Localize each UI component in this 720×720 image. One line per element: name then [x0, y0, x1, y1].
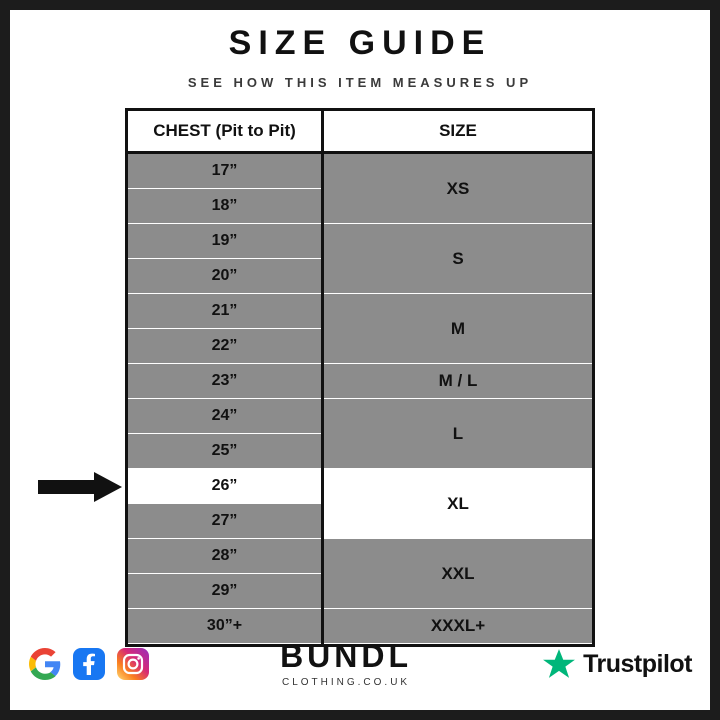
arrow-head — [94, 472, 122, 502]
brand-logo — [280, 640, 412, 688]
size-cell: M / L — [324, 364, 592, 399]
size-cell: S — [324, 224, 592, 294]
size-table — [125, 108, 595, 647]
chest-cell: 29” — [128, 574, 321, 609]
column-header-chest: CHEST (Pit to Pit) — [128, 111, 324, 151]
trustpilot-label: Trustpilot — [583, 649, 692, 678]
selected-size-arrow-icon — [38, 472, 122, 502]
brand-domain: CLOTHING.CO.UK — [281, 677, 411, 688]
size-cell: XXXL+ — [324, 609, 592, 644]
chest-cell: 23” — [128, 364, 321, 399]
chest-cell: 30”+ — [128, 609, 321, 644]
chest-cell: 22” — [128, 329, 321, 364]
chest-cell: 28” — [128, 539, 321, 574]
social-icons — [28, 647, 150, 681]
size-cell: XS — [324, 154, 592, 224]
brand-name: BUNDL — [280, 638, 413, 674]
size-cell: XXL — [324, 539, 592, 609]
size-cell: L — [324, 399, 592, 469]
google-icon[interactable] — [28, 647, 62, 681]
size-cell: M — [324, 294, 592, 364]
table-header-row — [128, 111, 592, 154]
arrow-shaft — [38, 480, 94, 494]
size-cell: XL — [324, 469, 592, 539]
chest-cell: 24” — [128, 399, 321, 434]
page-subtitle: SEE HOW THIS ITEM MEASURES UP — [187, 75, 533, 90]
trustpilot-star-icon — [542, 647, 576, 681]
column-header-size: SIZE — [439, 121, 477, 140]
chest-cell: 21” — [128, 294, 321, 329]
trustpilot-logo[interactable] — [542, 647, 692, 681]
instagram-icon[interactable] — [116, 647, 150, 681]
size-column — [324, 154, 592, 644]
size-guide-card — [10, 10, 710, 710]
chest-cell: 27” — [128, 504, 321, 539]
chest-cell: 19” — [128, 224, 321, 259]
table-body — [128, 154, 592, 644]
facebook-icon[interactable] — [72, 647, 106, 681]
chest-column — [128, 154, 324, 644]
chest-cell: 17” — [128, 154, 321, 189]
chest-cell: 26” — [128, 469, 321, 504]
chest-cell: 25” — [128, 434, 321, 469]
chest-cell: 18” — [128, 189, 321, 224]
footer — [10, 634, 710, 694]
page-title: SIZE GUIDE — [228, 24, 492, 62]
chest-cell: 20” — [128, 259, 321, 294]
